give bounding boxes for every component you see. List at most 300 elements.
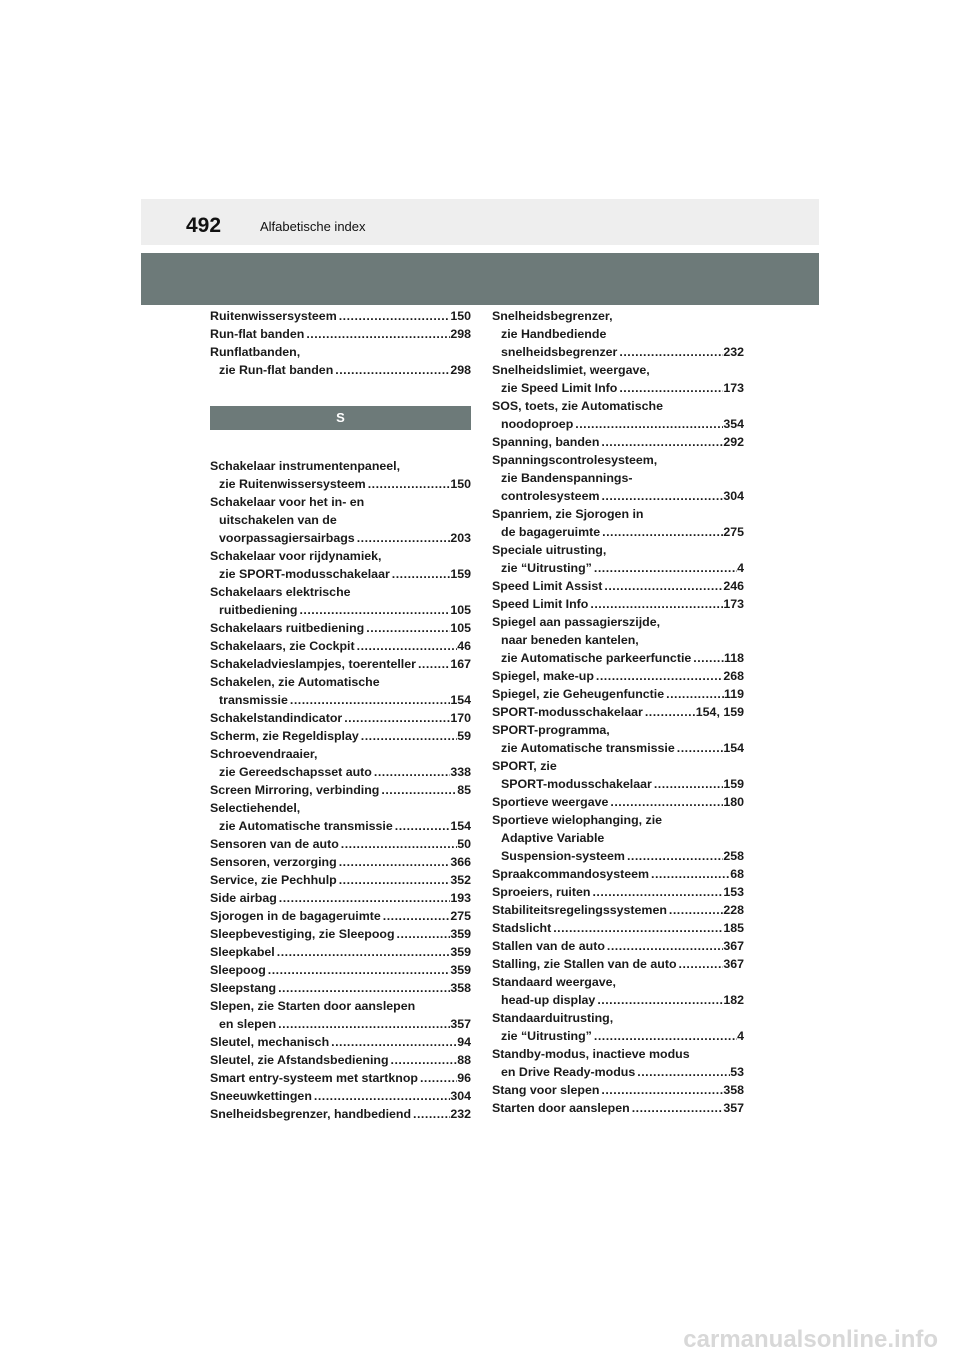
dot-leader xyxy=(635,1063,730,1081)
index-entry-line xyxy=(492,649,744,667)
index-entry xyxy=(210,709,471,727)
index-entry-text: Stabiliteitsregelingssystemen xyxy=(492,903,667,917)
index-entry xyxy=(210,997,471,1033)
index-page-ref[interactable]: 173 xyxy=(723,381,744,395)
index-page-ref[interactable]: 298 xyxy=(450,363,471,377)
index-entry-text: Sneeuwkettingen xyxy=(210,1089,312,1103)
index-page-ref[interactable]: 228 xyxy=(723,903,744,917)
dot-leader xyxy=(379,781,457,799)
dot-leader xyxy=(592,1027,737,1045)
index-entry-text: noodoproep xyxy=(501,417,574,431)
index-entry-text: Standaarduitrusting, xyxy=(492,1011,614,1025)
index-entry xyxy=(492,397,744,433)
index-entry xyxy=(210,799,471,835)
index-entry-text: Sensoren van de auto xyxy=(210,837,339,851)
index-entry-line xyxy=(210,727,471,745)
page-number: 492 xyxy=(186,214,222,237)
index-page-ref[interactable]: 119 xyxy=(724,687,744,701)
index-entry-line xyxy=(492,919,744,937)
dot-leader xyxy=(333,361,450,379)
index-entry-line xyxy=(210,343,471,361)
dot-leader xyxy=(342,709,450,727)
index-entry-text: Schakelstandindicator xyxy=(210,711,343,725)
index-entry-text: Sportieve wielophanging, zie xyxy=(492,813,663,827)
index-entry-line xyxy=(210,925,471,943)
index-entry xyxy=(492,307,744,361)
index-entry-line xyxy=(492,811,744,829)
index-page-ref[interactable]: 358 xyxy=(450,981,471,995)
index-entry-text: Scherm, zie Regeldisplay xyxy=(210,729,359,743)
index-entry-text: Stadslicht xyxy=(492,921,552,935)
dot-leader xyxy=(288,691,450,709)
dot-leader xyxy=(649,865,730,883)
index-entry-text: Adaptive Variable xyxy=(501,831,605,845)
index-entry-text: Schakelaar voor het in- en xyxy=(210,495,365,509)
index-entry-text: Schakelaar instrumentenpaneel, xyxy=(210,459,401,473)
index-entry-text: Spanriem, zie Sjorogen in xyxy=(492,507,644,521)
dot-leader xyxy=(381,907,451,925)
index-entry xyxy=(210,961,471,979)
index-entry xyxy=(210,907,471,925)
dot-leader xyxy=(304,325,450,343)
index-page-ref[interactable]: 150 xyxy=(450,309,471,323)
index-entry-text: Snelheidsbegrenzer, handbediend xyxy=(210,1107,412,1121)
index-entry-line xyxy=(210,601,471,619)
index-entry-line xyxy=(210,655,471,673)
index-entry-text: Runflatbanden, xyxy=(210,345,301,359)
index-entry-text: Screen Mirroring, verbinding xyxy=(210,783,380,797)
dot-leader xyxy=(667,901,723,919)
index-entry-line xyxy=(492,973,744,991)
index-entry xyxy=(210,781,471,799)
index-entry xyxy=(492,937,744,955)
index-entry-text: Stallen van de auto xyxy=(492,939,605,953)
dot-leader xyxy=(395,925,451,943)
index-entry-line xyxy=(210,361,471,379)
index-entry xyxy=(492,919,744,937)
index-entry xyxy=(210,979,471,997)
index-entry-text: zie Automatische transmissie xyxy=(501,741,675,755)
index-page-ref[interactable]: 85 xyxy=(457,783,471,797)
index-page-ref[interactable]: 357 xyxy=(450,1017,471,1031)
index-entry-text: snelheidsbegrenzer xyxy=(501,345,618,359)
index-entry-text: SPORT, zie xyxy=(492,759,557,773)
index-entry-text: Standby-modus, inactieve modus xyxy=(492,1047,690,1061)
index-page-ref[interactable]: 88 xyxy=(457,1053,471,1067)
index-page-ref[interactable]: 154 xyxy=(450,819,471,833)
index-entry-text: Sleepkabel xyxy=(210,945,275,959)
index-page-ref[interactable]: 232 xyxy=(450,1107,471,1121)
index-entry-line xyxy=(210,565,471,583)
index-entry-line xyxy=(210,871,471,889)
index-page-ref[interactable]: 304 xyxy=(723,489,744,503)
dot-leader xyxy=(691,649,724,667)
index-page-ref[interactable]: 367 xyxy=(723,957,744,971)
index-entry-line xyxy=(492,901,744,919)
index-entry xyxy=(492,721,744,757)
index-entry-line xyxy=(492,1099,744,1117)
index-entry-text: zie Ruitenwissersysteem xyxy=(219,477,366,491)
index-entry-text: naar beneden kantelen, xyxy=(501,633,639,647)
index-page-ref[interactable]: 354 xyxy=(723,417,744,431)
index-page-ref[interactable]: 258 xyxy=(723,849,744,863)
index-entry-text: Speed Limit Info xyxy=(492,597,589,611)
index-entry-line xyxy=(492,505,744,523)
index-entry xyxy=(492,595,744,613)
index-page-ref[interactable]: 170 xyxy=(450,711,471,725)
index-entry-text: uitschakelen van de xyxy=(219,513,337,527)
index-page-ref[interactable]: 298 xyxy=(450,327,471,341)
index-entry-text: Speed Limit Assist xyxy=(492,579,603,593)
index-entry-line xyxy=(210,1033,471,1051)
index-entry-text: Starten door aanslepen xyxy=(492,1101,630,1115)
index-entry-text: transmissie xyxy=(219,693,288,707)
dot-leader xyxy=(675,739,724,757)
dot-leader xyxy=(592,559,737,577)
dot-leader xyxy=(599,1081,723,1099)
dot-leader xyxy=(337,853,451,871)
index-entry xyxy=(210,307,471,325)
index-page-ref[interactable]: 53 xyxy=(730,1065,744,1079)
index-entry-text: head-up display xyxy=(501,993,596,1007)
index-entry-line xyxy=(210,1105,471,1123)
dot-leader xyxy=(573,415,723,433)
index-entry-line xyxy=(492,631,744,649)
index-entry-line xyxy=(492,469,744,487)
index-page-ref[interactable]: 154 xyxy=(450,693,471,707)
index-entry-text: Sleepbevestiging, zie Sleepoog xyxy=(210,927,395,941)
index-entry-text: zie Automatische parkeerfunctie xyxy=(501,651,692,665)
index-entry-text: Standaard weergave, xyxy=(492,975,616,989)
index-entry-text: zie Bandenspannings- xyxy=(501,471,633,485)
index-page-ref[interactable]: 105 xyxy=(450,603,471,617)
index-entry-line xyxy=(210,529,471,547)
index-page-ref[interactable]: 150 xyxy=(450,477,471,491)
index-page-ref[interactable]: 68 xyxy=(730,867,744,881)
index-entry-text: Schakelaar voor rijdynamiek, xyxy=(210,549,382,563)
index-entry-line xyxy=(492,991,744,1009)
index-page-ref[interactable]: 94 xyxy=(457,1035,471,1049)
index-entry-line xyxy=(210,997,471,1015)
dot-leader xyxy=(617,343,723,361)
index-entry-text: Selectiehendel, xyxy=(210,801,301,815)
index-entry xyxy=(210,853,471,871)
index-entry-text: Sproeiers, ruiten xyxy=(492,885,591,899)
index-entry-line xyxy=(210,475,471,493)
index-entry-text: Snelheidslimiet, weergave, xyxy=(492,363,650,377)
index-entry-line xyxy=(210,307,471,325)
index-page-ref[interactable]: 173 xyxy=(723,597,744,611)
index-page-ref[interactable]: 185 xyxy=(723,921,744,935)
index-page-ref[interactable]: 358 xyxy=(723,1083,744,1097)
index-page-ref[interactable]: 182 xyxy=(723,993,744,1007)
dot-leader xyxy=(366,475,451,493)
index-page-ref[interactable]: 154, 159 xyxy=(695,705,744,719)
index-entry-line xyxy=(492,559,744,577)
index-page-ref[interactable]: 359 xyxy=(450,963,471,977)
index-entry xyxy=(210,727,471,745)
index-page-ref[interactable]: 268 xyxy=(723,669,744,683)
index-entry-text: Sensoren, verzorging xyxy=(210,855,337,869)
dot-leader xyxy=(277,889,451,907)
index-entry xyxy=(210,835,471,853)
index-entry-line xyxy=(492,415,744,433)
index-page-ref[interactable]: 275 xyxy=(723,525,744,539)
dot-leader xyxy=(594,667,723,685)
index-entry-line xyxy=(210,709,471,727)
index-entry-text: zie Gereedschapsset auto xyxy=(219,765,372,779)
index-entry-line xyxy=(492,793,744,811)
index-entry-text: ruitbediening xyxy=(219,603,298,617)
dot-leader xyxy=(312,1087,450,1105)
dot-leader xyxy=(416,655,450,673)
index-entry xyxy=(492,973,744,1009)
index-list-s xyxy=(210,457,471,1123)
dot-leader xyxy=(590,883,723,901)
index-entry-text: Snelheidsbegrenzer, xyxy=(492,309,613,323)
index-page-ref[interactable]: 50 xyxy=(457,837,471,851)
index-entry xyxy=(210,925,471,943)
index-entry-text: Schakelaars elektrische xyxy=(210,585,351,599)
index-entry-line xyxy=(210,1015,471,1033)
index-entry-line xyxy=(492,613,744,631)
index-entry-line xyxy=(210,835,471,853)
index-entry-text: en slepen xyxy=(219,1017,277,1031)
index-entry-text: de bagageruimte xyxy=(501,525,601,539)
dot-leader xyxy=(625,847,723,865)
index-entry-line xyxy=(492,343,744,361)
index-entry xyxy=(210,325,471,343)
dot-leader xyxy=(630,1099,724,1117)
index-entry xyxy=(210,673,471,709)
index-entry-text: Stang voor slepen xyxy=(492,1083,600,1097)
index-entry-text: Sleepstang xyxy=(210,981,277,995)
dot-leader xyxy=(359,727,457,745)
index-entry xyxy=(492,505,744,541)
dot-leader xyxy=(276,979,450,997)
dot-leader xyxy=(389,1051,458,1069)
index-entry-line xyxy=(492,937,744,955)
index-entry xyxy=(210,943,471,961)
index-page-ref[interactable]: 359 xyxy=(450,945,471,959)
index-entry-line xyxy=(210,763,471,781)
index-page-ref[interactable]: 180 xyxy=(723,795,744,809)
dot-leader xyxy=(337,307,451,325)
index-entry-text: Sleutel, zie Afstandsbediening xyxy=(210,1053,389,1067)
index-entry-line xyxy=(210,325,471,343)
index-entry-line xyxy=(210,457,471,475)
dot-leader xyxy=(275,943,451,961)
dot-leader xyxy=(339,835,457,853)
index-entry-text: Schakelaars, zie Cockpit xyxy=(210,639,355,653)
index-entry-text: Spanning, banden xyxy=(492,435,600,449)
dot-leader xyxy=(329,1033,457,1051)
index-entry xyxy=(492,685,744,703)
dot-leader xyxy=(390,565,451,583)
index-entry-line xyxy=(210,853,471,871)
index-entry xyxy=(210,889,471,907)
index-page-ref[interactable]: 357 xyxy=(723,1101,744,1115)
index-page-ref[interactable]: 338 xyxy=(450,765,471,779)
index-entry-line xyxy=(492,865,744,883)
index-page-ref[interactable]: 292 xyxy=(723,435,744,449)
index-entry xyxy=(492,1045,744,1081)
index-entry-line xyxy=(210,745,471,763)
index-entry xyxy=(210,1105,471,1123)
index-entry-line xyxy=(210,691,471,709)
index-entry-text: Spiegel aan passagierszijde, xyxy=(492,615,661,629)
index-entry xyxy=(210,655,471,673)
index-page-ref[interactable]: 154 xyxy=(723,741,744,755)
index-page-ref[interactable]: 159 xyxy=(450,567,471,581)
index-entry-line xyxy=(492,829,744,847)
index-list-r xyxy=(210,307,471,379)
index-entry-text: Spiegel, make-up xyxy=(492,669,594,683)
index-page-ref[interactable]: 359 xyxy=(450,927,471,941)
index-entry-text: SPORT-programma, xyxy=(492,723,610,737)
index-entry-text: Run-flat banden xyxy=(210,327,305,341)
index-page-ref[interactable]: 232 xyxy=(723,345,744,359)
index-entry-line xyxy=(210,583,471,601)
index-entry-text: Sjorogen in de bagageruimte xyxy=(210,909,381,923)
index-entry xyxy=(492,865,744,883)
index-entry-line xyxy=(492,1009,744,1027)
dot-leader xyxy=(617,379,723,397)
index-page-ref[interactable]: 193 xyxy=(450,891,471,905)
index-entry-line xyxy=(210,637,471,655)
index-page-ref[interactable]: 4 xyxy=(737,1029,744,1043)
index-entry-text: Spanningscontrolesysteem, xyxy=(492,453,658,467)
index-page-ref[interactable]: 275 xyxy=(450,909,471,923)
index-page-ref[interactable]: 153 xyxy=(723,885,744,899)
dot-leader xyxy=(266,961,451,979)
index-entry xyxy=(210,1051,471,1069)
index-page-ref[interactable]: 203 xyxy=(450,531,471,545)
dot-leader xyxy=(605,937,723,955)
index-entry-text: Sleepoog xyxy=(210,963,266,977)
index-column-right xyxy=(492,307,744,1117)
index-entry-line xyxy=(492,577,744,595)
index-entry-text: SOS, toets, zie Automatische xyxy=(492,399,663,413)
dot-leader xyxy=(599,433,723,451)
index-page-ref[interactable]: 46 xyxy=(457,639,471,653)
index-entry-text: Spiegel, zie Geheugenfunctie xyxy=(492,687,665,701)
index-entry xyxy=(210,457,471,493)
page-header xyxy=(141,199,819,245)
index-entry-line xyxy=(492,487,744,505)
index-entry-line xyxy=(492,325,744,343)
index-entry-text: zie Handbediende xyxy=(501,327,607,341)
index-entry-text: Suspension-systeem xyxy=(501,849,625,863)
dot-leader xyxy=(411,1105,450,1123)
index-column-left xyxy=(210,307,471,1123)
letter-heading: S xyxy=(210,406,471,430)
index-entry-line xyxy=(492,757,744,775)
index-entry xyxy=(492,613,744,667)
index-entry xyxy=(210,1087,471,1105)
index-entry-line xyxy=(210,781,471,799)
index-entry xyxy=(492,1081,744,1099)
index-entry-line xyxy=(492,1045,744,1063)
index-page-ref[interactable]: 159 xyxy=(723,777,744,791)
index-page-ref[interactable]: 96 xyxy=(457,1071,471,1085)
index-page-ref[interactable]: 105 xyxy=(450,621,471,635)
index-entry-text: zie Automatische transmissie xyxy=(219,819,393,833)
dot-leader xyxy=(664,685,724,703)
index-entry xyxy=(492,541,744,577)
index-page-ref[interactable]: 167 xyxy=(450,657,471,671)
index-entry-text: zie Speed Limit Info xyxy=(501,381,618,395)
index-page-ref[interactable]: 246 xyxy=(723,579,744,593)
dot-leader xyxy=(364,619,450,637)
index-entry-line xyxy=(492,523,744,541)
index-entry-line xyxy=(210,889,471,907)
index-entry-line xyxy=(210,979,471,997)
index-entry-line xyxy=(210,961,471,979)
dot-leader xyxy=(276,1015,450,1033)
index-page-ref[interactable]: 367 xyxy=(723,939,744,953)
index-entry xyxy=(210,637,471,655)
index-entry-line xyxy=(492,775,744,793)
index-page-ref[interactable]: 59 xyxy=(457,729,471,743)
index-entry-line xyxy=(492,397,744,415)
index-page-ref[interactable]: 366 xyxy=(450,855,471,869)
header-banner xyxy=(141,253,819,305)
dot-leader xyxy=(599,487,723,505)
dot-leader xyxy=(418,1069,457,1087)
index-entry-text: zie SPORT-modusschakelaar xyxy=(219,567,390,581)
index-page-ref[interactable]: 352 xyxy=(450,873,471,887)
index-entry-line xyxy=(492,847,744,865)
index-entry-line xyxy=(492,667,744,685)
index-entry-line xyxy=(210,619,471,637)
index-entry xyxy=(210,1069,471,1087)
index-entry-line xyxy=(492,433,744,451)
index-page-ref[interactable]: 4 xyxy=(737,561,744,575)
index-list-s-continued xyxy=(492,307,744,1117)
index-entry-text: Schakelaars ruitbediening xyxy=(210,621,365,635)
index-page-ref[interactable]: 304 xyxy=(450,1089,471,1103)
index-entry xyxy=(492,811,744,865)
index-entry xyxy=(492,793,744,811)
index-entry-text: Slepen, zie Starten door aanslepen xyxy=(210,999,416,1013)
index-entry-line xyxy=(210,1051,471,1069)
index-entry-line xyxy=(210,799,471,817)
index-entry xyxy=(492,361,744,397)
index-entry xyxy=(210,619,471,637)
index-page-ref[interactable]: 118 xyxy=(724,651,744,665)
index-entry-line xyxy=(492,307,744,325)
dot-leader xyxy=(393,817,451,835)
index-entry-line xyxy=(492,883,744,901)
dot-leader xyxy=(337,871,451,889)
index-entry xyxy=(492,757,744,793)
index-entry-line xyxy=(210,511,471,529)
index-entry-line xyxy=(492,379,744,397)
index-entry-line xyxy=(492,739,744,757)
index-entry-text: Smart entry-systeem met startknop xyxy=(210,1071,418,1085)
dot-leader xyxy=(602,577,723,595)
index-entry xyxy=(210,493,471,547)
index-entry-text: en Drive Ready-modus xyxy=(501,1065,636,1079)
dot-leader xyxy=(588,595,723,613)
index-entry xyxy=(492,577,744,595)
index-entry xyxy=(492,433,744,451)
index-entry-line xyxy=(210,1087,471,1105)
index-entry-text: Spraakcommandosysteem xyxy=(492,867,650,881)
index-entry xyxy=(492,1009,744,1045)
index-entry xyxy=(210,1033,471,1051)
